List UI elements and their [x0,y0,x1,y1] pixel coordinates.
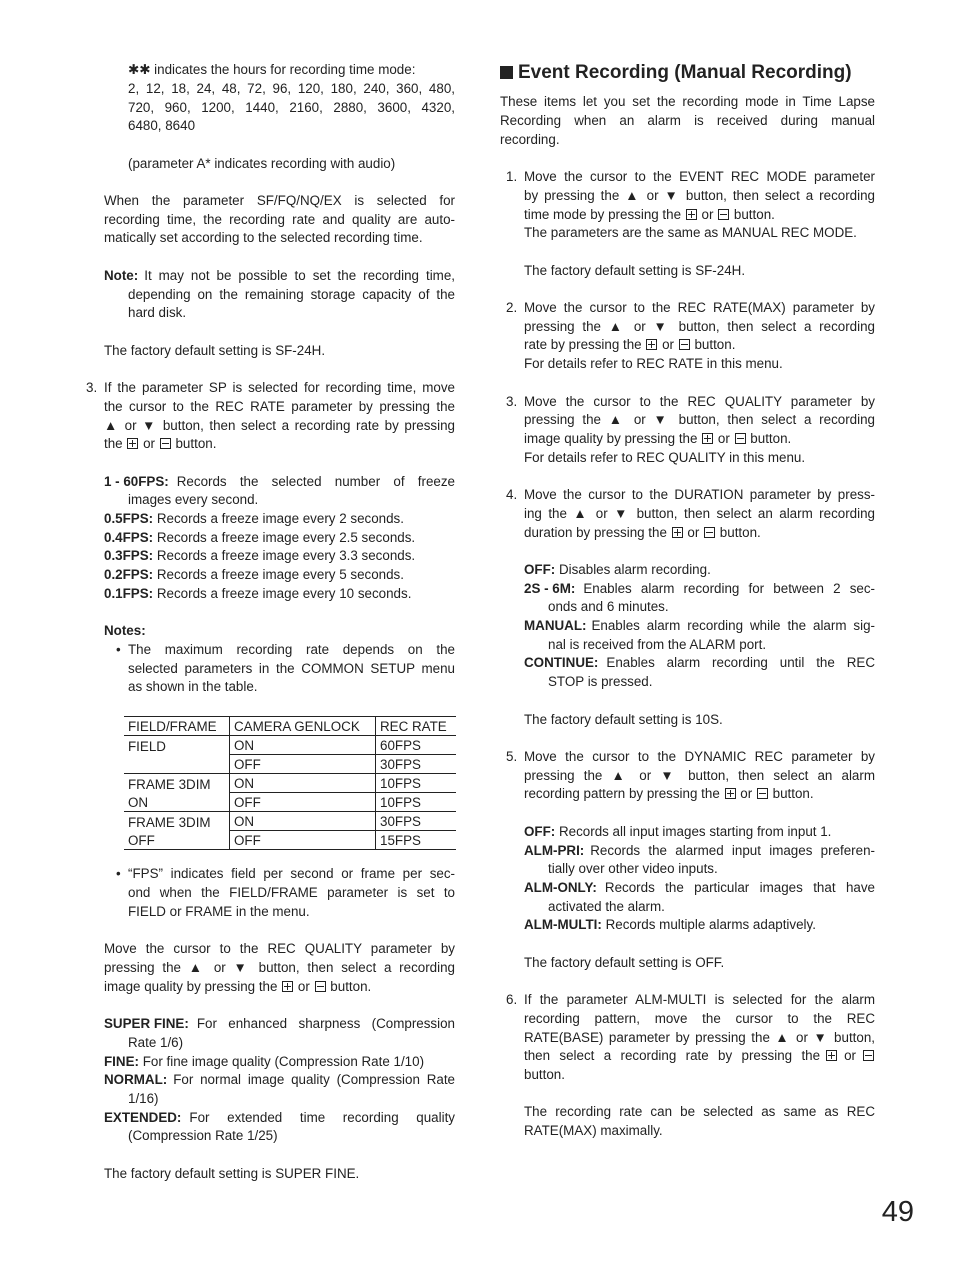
paragraph-line: pressing the ▲ or ▼ button, then select a recording [104,960,455,975]
hours-intro: ✱✱ indicates the hours for recording time mode: [128,62,416,77]
step-text-part: rate by pressing the [524,337,642,352]
black-square-icon [500,66,513,79]
duration-item [524,581,875,597]
paragraph-part: or [297,979,310,994]
table-row [124,812,456,831]
minus-button-icon [735,433,746,444]
step-text-part: button. [175,436,217,451]
section-heading [500,62,852,84]
step-number: 3. [506,394,518,409]
factory-default: The factory default setting is OFF. [524,955,725,970]
duration-label: OFF: [524,562,556,577]
plus-button-icon [127,438,138,449]
hours-list-line: 720, 960, 1200, 1440, 2160, 2880, 3600, 4320, [128,100,455,115]
rate-label: 0.1FPS: [104,586,154,601]
step-number: 2. [506,300,518,315]
duration-label: CONTINUE: [524,655,599,670]
step-text: The recording rate can be selected as same as REC [524,1104,875,1119]
step-text [524,786,814,802]
step-text: pressing the ▲ or ▼ button, then select an alarm [524,768,875,783]
step-text [524,525,761,541]
step-text: by pressing the ▲ or ▼ button, then select a recording [524,188,875,203]
rate-item [104,474,455,490]
step-text-part: recording pattern by pressing the [524,786,720,801]
dynamic-text: Records the alarmed input images preferen- [590,843,875,858]
table-row [124,755,456,774]
note-first-line [104,268,455,284]
rate-text: Records a freeze image every 2 seconds. [156,511,404,526]
quality-text: For extended time recording quality [189,1110,455,1125]
step-text-part: button. [750,431,792,446]
dynamic-text: activated the alarm. [548,899,665,914]
table-cell: ON [230,774,376,793]
duration-text: Enables alarm recording while the alarm sig- [591,618,875,633]
dynamic-item [524,880,875,896]
rate-text: Records a freeze image every 5 seconds. [156,567,404,582]
step-text: pressing the ▲ or ▼ button, then select a recording [524,412,875,427]
step-text: The parameters are the same as MANUAL REC MODE. [524,225,857,240]
table-cell: 10FPS [376,793,457,812]
table-row [124,774,456,793]
minus-button-icon [757,788,768,799]
table-header: REC RATE [376,717,457,736]
note-text: It may not be possible to set the recording time, [144,268,455,283]
step-text-part: time mode by pressing the [524,207,682,222]
rate-text: Records a freeze image every 10 seconds. [156,586,412,601]
parameter-a-note: (parameter A* indicates recording with audio) [128,156,396,171]
duration-label: 2S - 6M: [524,581,576,596]
dynamic-text: Records all input images starting from input 1. [558,824,832,839]
quality-item [104,1054,424,1070]
table-cell: ON [230,812,376,831]
plus-button-icon [702,433,713,444]
step-text: the cursor to the REC RATE parameter by pressing the [104,399,455,414]
quality-label: SUPER FINE: [104,1016,189,1031]
hours-list-line: 2, 12, 18, 24, 48, 72, 96, 120, 180, 240, 360, 480, [128,81,455,96]
table-row [124,736,456,755]
quality-label: NORMAL: [104,1072,168,1087]
table-header-row [124,717,456,736]
dynamic-item [524,824,831,840]
table-cell: OFF [230,755,376,774]
step-text: If the parameter ALM-MULTI is selected for the alarm [524,992,875,1007]
table-row [124,793,456,812]
step-text-part: or [687,525,700,540]
paragraph-line: Move the cursor to the REC QUALITY parameter by [104,941,455,956]
table-cell: FRAME 3DIM [128,776,211,792]
step-text: ing the ▲ or ▼ button, then select an alarm recording [524,506,875,521]
step-text [524,1048,875,1064]
table-row [124,831,456,850]
quality-label: FINE: [104,1054,139,1069]
notes-label: Notes: [104,623,146,638]
paragraph-line [104,979,371,995]
step-text: button. [524,1067,565,1082]
step-text: Move the cursor to the REC QUALITY parameter by [524,394,875,409]
table-cell: ON [124,793,230,812]
plus-button-icon [725,788,736,799]
bullet-icon: • [116,642,121,657]
quality-item [104,1016,455,1032]
factory-default: The factory default setting is 10S. [524,712,723,727]
table-cell: FRAME 3DIM [128,814,211,830]
step-text-part: or [717,431,730,446]
minus-button-icon [315,981,326,992]
step-text: RATE(BASE) parameter by pressing the ▲ or ▼ button, [524,1030,875,1045]
step-number: 6. [506,992,518,1007]
table-cell [124,755,230,774]
duration-text: onds and 6 minutes. [548,599,669,614]
rate-text: Records a freeze image every 3.3 seconds. [156,548,416,563]
step-text-part: or [844,1048,856,1063]
factory-default: The factory default setting is SF-24H. [524,263,746,278]
quality-label: EXTENDED: [104,1110,182,1125]
dynamic-item [524,917,816,933]
rate-text: Records the selected number of freeze [176,474,455,489]
hours-list-line: 6480, 8640 [128,118,196,133]
step-text: RATE(MAX) maximally. [524,1123,663,1138]
table-cell: 10FPS [376,774,457,793]
duration-text: Enables alarm recording until the REC [606,655,875,670]
rate-item [104,586,411,602]
dynamic-text: tially over other video inputs. [548,861,718,876]
bullet-text: as shown in the table. [128,679,258,694]
paragraph-line: recording. [500,132,560,147]
rate-item [104,530,415,546]
dynamic-label: ALM-ONLY: [524,880,597,895]
rate-label: 0.4FPS: [104,530,154,545]
bullet-text: FIELD or FRAME in the menu. [128,904,310,919]
rate-text: images every second. [128,492,259,507]
table-cell: 60FPS [376,736,457,755]
quality-item [104,1072,455,1088]
rate-text: Records a freeze image every 2.5 seconds. [156,530,416,545]
duration-text: STOP is pressed. [548,674,653,689]
step-text-part: or [701,207,714,222]
step-text: For details refer to REC RATE in this menu. [524,356,783,371]
step-text-part: then select a recording rate by pressing the [524,1048,821,1063]
table-cell: 15FPS [376,831,457,850]
rate-label: 1 - 60FPS: [104,474,169,489]
factory-default: The factory default setting is SF-24H. [104,343,326,358]
plus-button-icon [646,339,657,350]
paragraph-line: recording time, the recording rate and quality are auto- [104,212,455,227]
step-text-part: the [104,436,123,451]
minus-button-icon [718,209,729,220]
minus-button-icon [679,339,690,350]
step-text-part: button. [719,525,761,540]
quality-text: For enhanced sharpness (Compression [196,1016,455,1031]
paragraph-line: When the parameter SF/FQ/NQ/EX is selected for [104,193,455,208]
quality-text: For normal image quality (Compression Rate [173,1072,455,1087]
note-label: Note: [104,268,139,283]
rate-item [104,511,404,527]
quality-text: (Compression Rate 1/25) [128,1128,278,1143]
dynamic-label: ALM-PRI: [524,843,585,858]
step-text: pressing the ▲ or ▼ button, then select a recording [524,319,875,334]
table-cell: FIELD [128,738,166,754]
table-header: CAMERA GENLOCK [230,717,376,736]
step-text [524,431,791,447]
quality-text: For fine image quality (Compression Rate 1/10) [142,1054,425,1069]
bullet-text: selected parameters in the COMMON SETUP menu [128,661,455,676]
step-text-part: button. [694,337,736,352]
duration-label: MANUAL: [524,618,587,633]
plus-button-icon [686,209,697,220]
step-number: 3. [86,380,98,395]
rate-item [104,548,415,564]
step-text: recording pattern, move the cursor to the REC [524,1011,875,1026]
dynamic-text: Records the particular images that have [604,880,875,895]
step-text [104,436,216,452]
quality-item [104,1110,455,1126]
quality-text: 1/16) [128,1091,159,1106]
step-text-part: or [740,786,753,801]
plus-button-icon [282,981,293,992]
step-number: 4. [506,487,518,502]
paragraph-line: matically set according to the selected recording time. [104,230,423,245]
note-text: hard disk. [128,305,187,320]
step-text-part: button. [772,786,814,801]
dynamic-label: OFF: [524,824,556,839]
table-cell: OFF [230,831,376,850]
duration-text: Disables alarm recording. [558,562,711,577]
paragraph-part: button. [330,979,372,994]
table-cell: ON [230,736,376,755]
step-text [524,207,775,223]
minus-button-icon [160,438,171,449]
paragraph-line: Recording when an alarm is received during manual [500,113,875,128]
step-text: ▲ or ▼ button, then select a recording rate by pressing [104,418,455,433]
bullet-text: ond when the FIELD/FRAME parameter is set to [128,885,455,900]
step-text: Move the cursor to the DYNAMIC REC parameter by [524,749,875,764]
paragraph-line: These items let you set the recording mode in Time Lapse [500,94,875,109]
step-number: 5. [506,749,518,764]
step-text-part: image quality by pressing the [524,431,698,446]
bullet-icon: • [116,866,121,881]
rate-label: 0.5FPS: [104,511,154,526]
table-cell: OFF [230,793,376,812]
duration-item [524,618,875,634]
step-text: If the parameter SP is selected for recording time, move [104,380,455,395]
step-text: Move the cursor to the DURATION parameter by press- [524,487,875,502]
step-text: Move the cursor to the EVENT REC MODE parameter [524,169,875,184]
dynamic-label: ALM-MULTI: [524,917,602,932]
bullet-text: “FPS” indicates field per second or frame per sec- [128,866,455,881]
dynamic-item [524,843,875,859]
rate-label: 0.2FPS: [104,567,154,582]
table-cell: OFF [124,831,230,850]
step-text-part: duration by pressing the [524,525,667,540]
step-text-part: or [662,337,674,352]
table-cell: 30FPS [376,755,457,774]
step-text [524,337,735,353]
note-text: depending on the remaining storage capacity of the [128,287,455,302]
plus-button-icon [826,1050,837,1061]
dynamic-text: Records multiple alarms adaptively. [605,917,816,932]
factory-default: The factory default setting is SUPER FINE. [104,1166,360,1181]
plus-button-icon [672,527,683,538]
duration-text: nal is received from the ALARM port. [548,637,767,652]
quality-text: Rate 1/6) [128,1035,184,1050]
rate-item [104,567,404,583]
step-text-part: button. [733,207,775,222]
table-cell: 30FPS [376,812,457,831]
step-text: For details refer to REC QUALITY in this menu. [524,450,806,465]
step-number: 1. [506,169,518,184]
bullet-text: The maximum recording rate depends on the [128,642,455,657]
duration-text: Enables alarm recording for between 2 sec- [583,581,875,596]
duration-item [524,562,711,578]
rate-label: 0.3FPS: [104,548,154,563]
step-text: Move the cursor to the REC RATE(MAX) parameter by [524,300,875,315]
duration-item [524,655,875,671]
step-text-part: or [143,436,156,451]
table-header: FIELD/FRAME [124,717,230,736]
minus-button-icon [863,1050,874,1061]
rec-rate-table [124,716,456,850]
page-number: 49 [881,1196,914,1228]
section-heading-text: Event Recording (Manual Recording) [518,62,852,83]
paragraph-part: image quality by pressing the [104,979,278,994]
minus-button-icon [704,527,715,538]
